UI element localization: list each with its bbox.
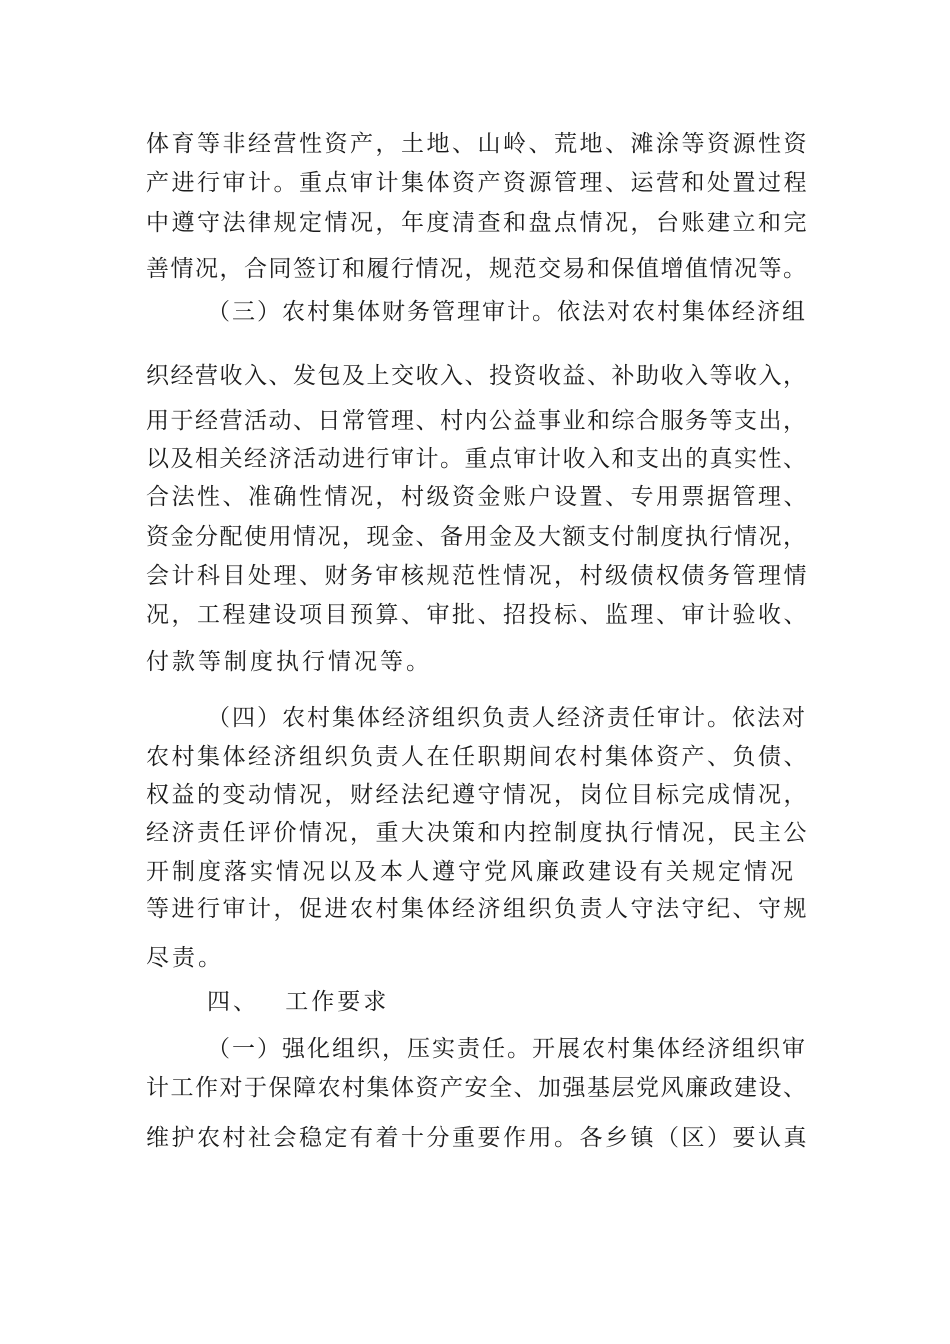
- section-heading-3: （三）农村集体财务管理审计。依法对农村集体经济组: [207, 299, 807, 325]
- text-line: 资金分配使用情况，现金、备用金及大额支付制度执行情况，: [146, 524, 808, 550]
- text-line: 等进行审计，促进农村集体经济组织负责人守法守纪、守规: [146, 896, 809, 922]
- text-line: 善情况，合同签订和履行情况，规范交易和保值增值情况等。: [146, 256, 808, 282]
- text-line: 会计科目处理、财务审核规范性情况，村级债权债务管理情: [146, 563, 809, 589]
- section-title-work-requirements: 四、 工作要求: [207, 989, 390, 1015]
- text-line: 以及相关经济活动进行审计。重点审计收入和支出的真实性、: [146, 446, 808, 472]
- text-line: 产进行审计。重点审计集体资产资源管理、运营和处置过程: [146, 170, 809, 196]
- text-line: 农村集体经济组织负责人在任职期间农村集体资产、负债、: [146, 744, 809, 770]
- text-line: 计工作对于保障农村集体资产安全、加强基层党风廉政建设、: [146, 1075, 808, 1101]
- text-line: 合法性、准确性情况，村级资金账户设置、专用票据管理、: [146, 484, 809, 510]
- text-line: 维护农村社会稳定有着十分重要作用。各乡镇（区）要认真: [146, 1125, 809, 1151]
- text-line: 开制度落实情况以及本人遵守党风廉政建设有关规定情况: [146, 859, 796, 885]
- text-line: 体育等非经营性资产，土地、山岭、荒地、滩涂等资源性资: [146, 131, 809, 157]
- subsection-heading-1: （一）强化组织，压实责任。开展农村集体经济组织审: [207, 1036, 807, 1062]
- text-line: 况，工程建设项目预算、审批、招投标、监理、审计验收、: [146, 602, 809, 628]
- text-line: 中遵守法律规定情况，年度清查和盘点情况，台账建立和完: [146, 210, 809, 236]
- text-line: 权益的变动情况，财经法纪遵守情况，岗位目标完成情况，: [146, 782, 809, 808]
- text-line: 用于经营活动、日常管理、村内公益事业和综合服务等支出，: [146, 408, 808, 434]
- text-line: 织经营收入、发包及上交收入、投资收益、补助收入等收入，: [146, 363, 808, 389]
- text-line: 经济责任评价情况，重大决策和内控制度执行情况，民主公: [146, 820, 809, 846]
- text-line: 付款等制度执行情况等。: [146, 649, 432, 675]
- section-heading-4: （四）农村集体经济组织负责人经济责任审计。依法对: [207, 705, 807, 731]
- text-line: 尽责。: [146, 945, 224, 971]
